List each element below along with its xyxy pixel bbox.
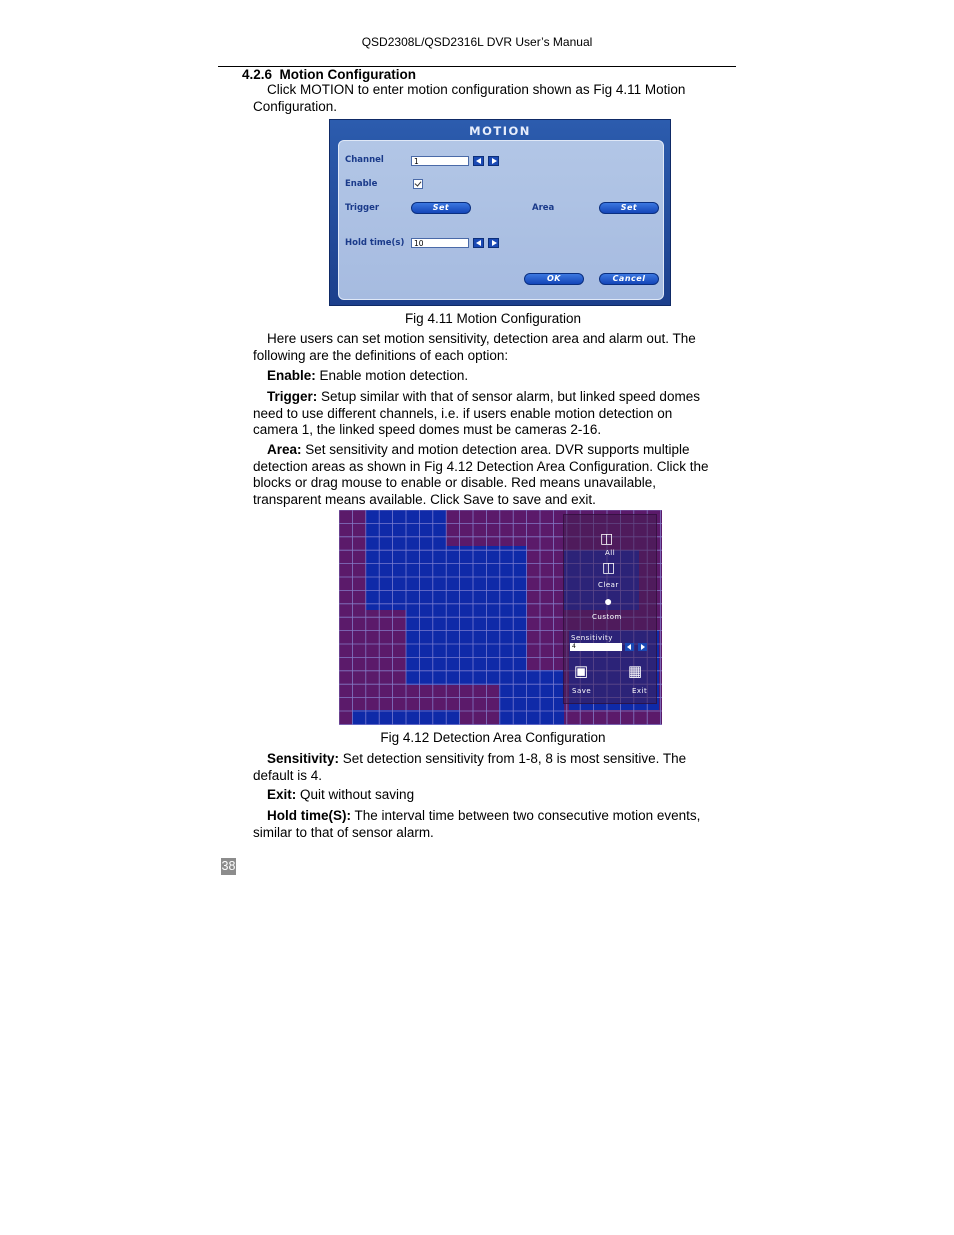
- exit-door-icon[interactable]: ▦: [628, 663, 643, 680]
- paragraph-line: need to use different channels, i.e. if users enable motion detection on: [253, 405, 673, 421]
- sensitivity-definition: [253, 751, 733, 784]
- paragraph-line: transparent means available. Click Save to save and exit.: [253, 491, 596, 507]
- hold-time-prev-arrow-icon[interactable]: [473, 238, 484, 248]
- section-heading: Motion Configuration: [279, 67, 417, 82]
- term: Hold time(S):: [267, 808, 351, 823]
- paragraph-line: Here users can set motion sensitivity, detection area and alarm out. The: [267, 331, 696, 346]
- area-definition: [253, 442, 733, 508]
- channel-label: Channel: [345, 155, 384, 165]
- trigger-definition: [253, 389, 733, 439]
- paragraph-line: camera 1, the linked speed domes must be cameras 2-16.: [253, 422, 602, 437]
- definition-text: Set detection sensitivity from 1-8, 8 is most sensitive. The: [339, 751, 687, 766]
- select-all-icon[interactable]: ◫: [600, 530, 614, 546]
- intro-line: Click MOTION to enter motion configuration shown as Fig 4.11 Motion: [267, 82, 686, 97]
- paragraph-line: detection areas as shown in Fig 4.12 Detection Area Configuration. Click the: [253, 458, 709, 474]
- exit-label[interactable]: Exit: [632, 687, 648, 695]
- hold-time-field[interactable]: 10: [411, 238, 469, 248]
- ok-button[interactable]: OK: [524, 273, 584, 285]
- figure-caption: Fig 4.12 Detection Area Configuration: [380, 730, 606, 745]
- hold-time-label: Hold time(s): [345, 238, 405, 248]
- trigger-label: Trigger: [345, 203, 380, 213]
- area-label: Area: [532, 203, 555, 213]
- definition-text: Set sensitivity and motion detection area. DVR supports multiple: [301, 442, 690, 457]
- intro-line: Configuration.: [253, 98, 338, 114]
- sensitivity-decrease-arrow-icon[interactable]: [625, 643, 634, 651]
- section-title: [242, 67, 416, 82]
- paragraph-line: similar to that of sensor alarm.: [253, 824, 434, 840]
- area-set-button[interactable]: Set: [599, 202, 659, 214]
- definition-text: Setup similar with that of sensor alarm, but linked speed domes: [317, 389, 700, 404]
- channel-field[interactable]: 1: [411, 156, 469, 166]
- exit-definition: [253, 787, 733, 804]
- sensitivity-field[interactable]: 4: [570, 643, 622, 651]
- motion-window-title: MOTION: [469, 124, 531, 138]
- term: Enable:: [267, 368, 316, 383]
- save-label[interactable]: Save: [572, 687, 592, 695]
- definition-text: Enable motion detection.: [315, 368, 469, 383]
- page-number: 38: [221, 859, 236, 873]
- custom-label[interactable]: Custom: [592, 613, 622, 621]
- trigger-set-button[interactable]: Set: [411, 202, 471, 214]
- enable-definition: [253, 368, 733, 385]
- running-header: QSD2308L/QSD2316L DVR User’s Manual: [361, 35, 593, 49]
- paragraph-line: default is 4.: [253, 767, 323, 783]
- motion-panel: [338, 140, 664, 300]
- term: Sensitivity:: [267, 751, 340, 766]
- detection-area-screen: [339, 510, 662, 725]
- intro-paragraph: [253, 82, 733, 115]
- cancel-button[interactable]: Cancel: [599, 273, 659, 285]
- trash-icon[interactable]: ◫: [602, 559, 616, 575]
- definition-text: Quit without saving: [296, 787, 415, 802]
- term: Area:: [267, 442, 302, 457]
- clear-label[interactable]: Clear: [598, 581, 619, 589]
- hold-time-next-arrow-icon[interactable]: [488, 238, 499, 248]
- save-floppy-icon[interactable]: ▣: [574, 663, 589, 680]
- paragraph-line: blocks or drag mouse to enable or disable. Red means unavailable,: [253, 475, 656, 490]
- term: Exit:: [267, 787, 297, 802]
- section-number: 4.2.6: [242, 67, 273, 82]
- detection-side-panel: [563, 514, 657, 704]
- definitions-intro: [253, 331, 733, 364]
- enable-label: Enable: [345, 179, 378, 189]
- definition-text: The interval time between two consecutive motion events,: [351, 808, 701, 823]
- figure-caption: Fig 4.11 Motion Configuration: [404, 311, 582, 326]
- channel-prev-arrow-icon[interactable]: [473, 156, 484, 166]
- hold-time-definition: [253, 808, 733, 841]
- all-label[interactable]: All: [605, 549, 616, 557]
- sensitivity-label: Sensitivity: [571, 634, 613, 642]
- sensitivity-increase-arrow-icon[interactable]: [638, 643, 647, 651]
- paragraph-line: following are the definitions of each option:: [253, 347, 509, 363]
- user-icon[interactable]: ●: [604, 593, 613, 609]
- channel-next-arrow-icon[interactable]: [488, 156, 499, 166]
- term: Trigger:: [267, 389, 318, 404]
- motion-config-window: [329, 119, 671, 306]
- enable-checkbox[interactable]: [413, 179, 423, 189]
